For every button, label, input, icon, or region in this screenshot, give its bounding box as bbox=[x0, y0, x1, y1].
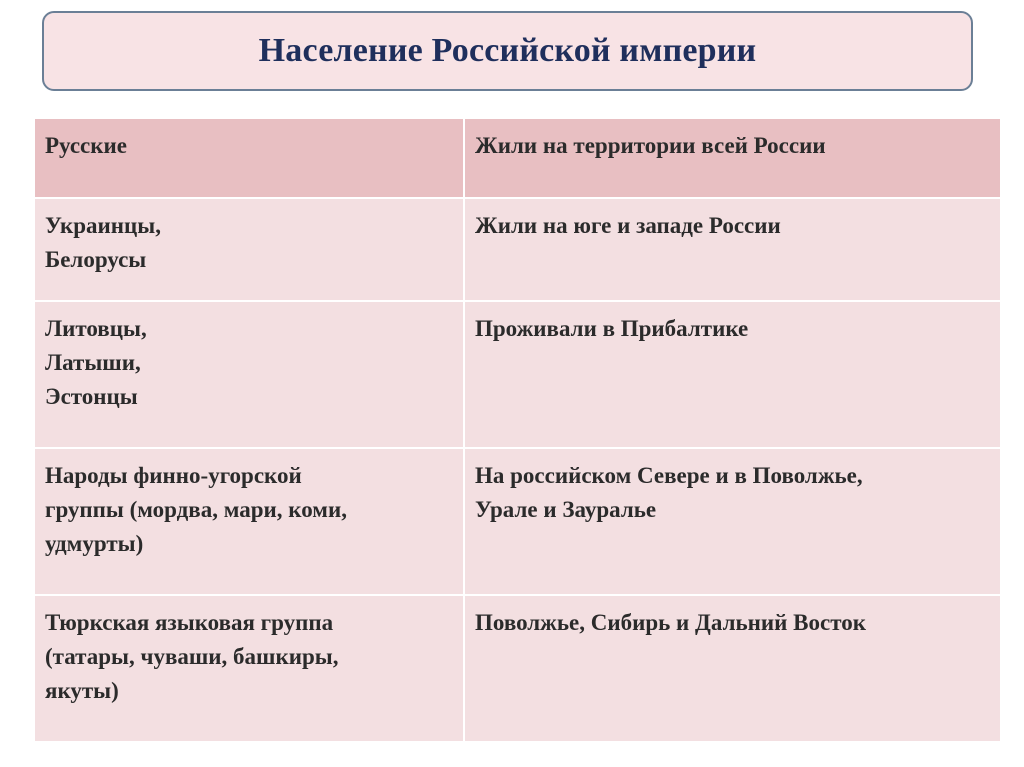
people-cell: Украинцы, Белорусы bbox=[34, 198, 464, 301]
population-table-grid bbox=[33, 117, 1002, 743]
territory-cell: Поволжье, Сибирь и Дальний Восток bbox=[464, 595, 1001, 742]
title-box bbox=[42, 11, 973, 91]
territory-cell: Проживали в Прибалтике bbox=[464, 301, 1001, 448]
population-table bbox=[33, 117, 1000, 734]
people-cell: Литовцы, Латыши, Эстонцы bbox=[34, 301, 464, 448]
table-row bbox=[34, 301, 1001, 448]
page-title: Население Российской империи bbox=[258, 32, 757, 69]
territory-cell: На российском Севере и в Поволжье, Урале и Зауралье bbox=[464, 448, 1001, 595]
territory-cell: Жили на юге и западе России bbox=[464, 198, 1001, 301]
table-row bbox=[34, 595, 1001, 742]
table-row bbox=[34, 448, 1001, 595]
territory-cell: Жили на территории всей России bbox=[464, 118, 1001, 198]
people-cell: Народы финно-угорской группы (мордва, мари, коми, удмурты) bbox=[34, 448, 464, 595]
table-row bbox=[34, 198, 1001, 301]
people-cell: Русские bbox=[34, 118, 464, 198]
people-cell: Тюркская языковая группа (татары, чуваши, башкиры, якуты) bbox=[34, 595, 464, 742]
table-row bbox=[34, 118, 1001, 198]
